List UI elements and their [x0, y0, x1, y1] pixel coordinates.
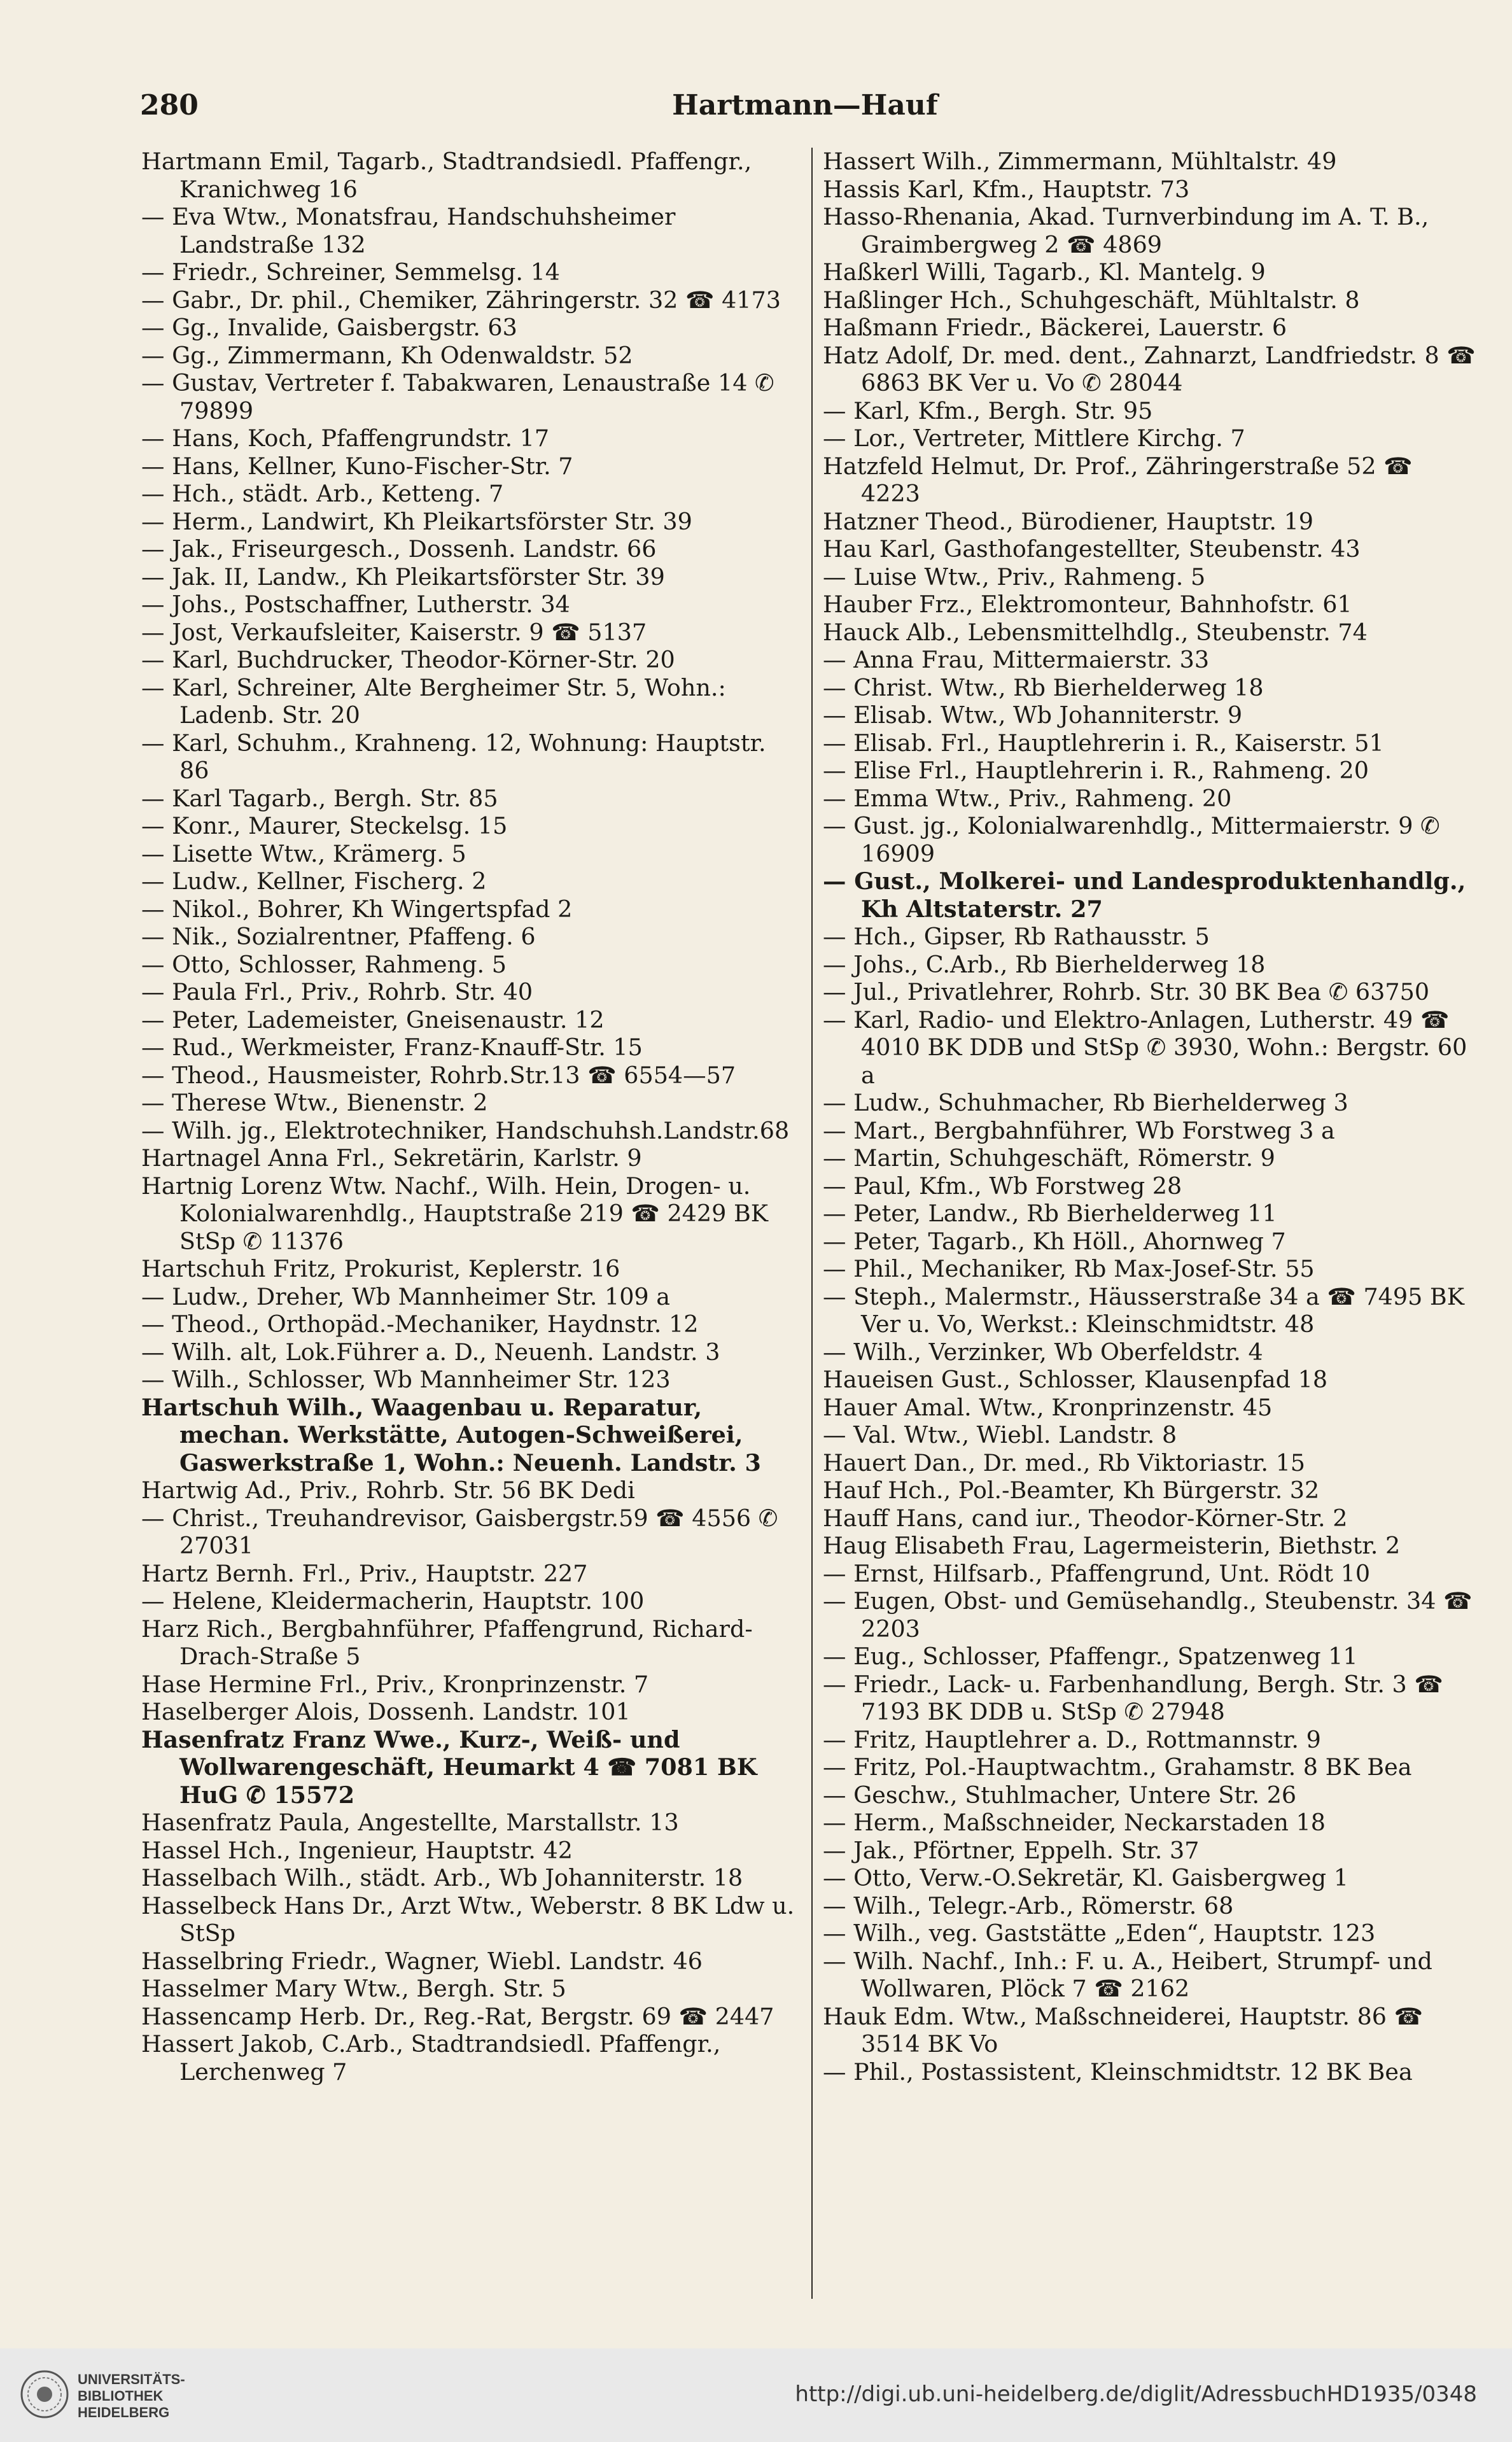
directory-entry: — Karl, Schuhm., Krahneng. 12, Wohnung: Hauptstr. 86: [141, 729, 766, 784]
directory-entry: — Wilh. Nachf., Inh.: F. u. A., Heibert, Strumpf- und Wollwaren, Plöck 7 ☎ 2162: [823, 1947, 1432, 2002]
permalink-url[interactable]: http://digi.ub.uni-heidelberg.de/diglit/AdressbuchHD1935/0348: [795, 2382, 1477, 2407]
directory-entry: — Peter, Tagarb., Kh Höll., Ahornweg 7: [823, 1227, 1286, 1255]
directory-entry: Haselberger Alois, Dossenh. Landstr. 101: [141, 1698, 631, 1725]
directory-entry: Hauck Alb., Lebensmittelhdlg., Steubenstr. 74: [823, 618, 1368, 646]
directory-entry: — Herm., Maßschneider, Neckarstaden 18: [823, 1809, 1326, 1836]
directory-entry: — Hch., städt. Arb., Ketteng. 7: [141, 480, 504, 507]
directory-entry: — Karl, Schreiner, Alte Bergheimer Str. 5, Wohn.: Ladenb. Str. 20: [141, 673, 726, 729]
directory-entry: — Karl Tagarb., Bergh. Str. 85: [141, 784, 498, 812]
directory-entry: — Lor., Vertreter, Mittlere Kirchg. 7: [823, 425, 1245, 452]
right-column: [823, 148, 1478, 2299]
directory-entry: — Phil., Mechaniker, Rb Max-Josef-Str. 55: [823, 1255, 1315, 1282]
directory-entry: — Elisab. Frl., Hauptlehrerin i. R., Kaiserstr. 51: [823, 729, 1384, 757]
directory-entry: — Otto, Schlosser, Rahmeng. 5: [141, 950, 507, 978]
directory-entry: — Anna Frau, Mittermaierstr. 33: [823, 646, 1210, 673]
directory-entry: — Friedr., Lack- u. Farbenhandlung, Bergh. Str. 3 ☎ 7193 BK DDB u. StSp ✆ 27948: [823, 1670, 1443, 1725]
directory-entry: Haug Elisabeth Frau, Lagermeisterin, Biethstr. 2: [823, 1532, 1401, 1559]
directory-entry: Hasselbeck Hans Dr., Arzt Wtw., Weberstr. 8 BK Ldw u. StSp: [141, 1891, 795, 1947]
directory-entry: — Konr., Maurer, Steckelsg. 15: [141, 812, 508, 839]
directory-entry: — Ludw., Schuhmacher, Rb Bierhelderweg 3: [823, 1089, 1348, 1116]
directory-entry: — Paul, Kfm., Wb Forstweg 28: [823, 1172, 1182, 1200]
logo-line: BIBLIOTHEK: [78, 2388, 164, 2404]
directory-entry: — Fritz, Hauptlehrer a. D., Rottmannstr. 9: [823, 1725, 1321, 1753]
directory-entry: — Elise Frl., Hauptlehrerin i. R., Rahmeng. 20: [823, 757, 1369, 784]
directory-entry: Hase Hermine Frl., Priv., Kronprinzenstr. 7: [141, 1670, 649, 1698]
directory-entry: Hauf Hch., Pol.-Beamter, Kh Bürgerstr. 32: [823, 1477, 1320, 1504]
directory-entry: — Theod., Orthopäd.-Mechaniker, Haydnstr. 12: [141, 1310, 699, 1338]
directory-entry: Hartmann Emil, Tagarb., Stadtrandsiedl. Pfaffengr., Kranichweg 16: [141, 148, 752, 203]
directory-entry: Hartwig Ad., Priv., Rohrb. Str. 56 BK Dedi: [141, 1477, 635, 1504]
directory-entry: — Fritz, Pol.-Hauptwachtm., Grahamstr. 8 BK Bea: [823, 1753, 1412, 1781]
directory-entry: — Gustav, Vertreter f. Tabakwaren, Lenaustraße 14 ✆ 79899: [141, 369, 774, 425]
logo-line: UNIVERSITÄTS-: [78, 2371, 185, 2387]
directory-entry: Hatz Adolf, Dr. med. dent., Zahnarzt, Landfriedstr. 8 ☎ 6863 BK Ver u. Vo ✆ 28044: [823, 341, 1476, 396]
directory-entry: — Mart., Bergbahnführer, Wb Forstweg 3 a: [823, 1116, 1335, 1144]
directory-entry: — Gabr., Dr. phil., Chemiker, Zähringerstr. 32 ☎ 4173: [141, 286, 781, 314]
directory-entry: — Ernst, Hilfsarb., Pfaffengrund, Unt. Rödt 10: [823, 1559, 1371, 1587]
left-column: [141, 148, 800, 2299]
directory-entry: — Therese Wtw., Bienenstr. 2: [141, 1089, 488, 1116]
directory-entry: — Eugen, Obst- und Gemüsehandlg., Steubenstr. 34 ☎ 2203: [823, 1587, 1473, 1643]
directory-entry: — Jak. II, Landw., Kh Pleikartsförster Str. 39: [141, 563, 665, 591]
directory-entry: — Gg., Invalide, Gaisbergstr. 63: [141, 314, 517, 341]
directory-entry: — Wilh., Schlosser, Wb Mannheimer Str. 123: [141, 1366, 671, 1393]
directory-entry: — Rud., Werkmeister, Franz-Knauff-Str. 15: [141, 1034, 643, 1061]
footer-bar: [0, 2348, 1512, 2442]
directory-entry: Hartschuh Wilh., Waagenbau u. Reparatur, mechan. Werkstätte, Autogen-Schweißerei, Gaswerkstraße 1, Wohn.: Neuenh. Landstr. 3: [141, 1393, 761, 1477]
directory-entry: Hassis Karl, Kfm., Hauptstr. 73: [823, 175, 1190, 203]
directory-entry: — Peter, Lademeister, Gneisenaustr. 12: [141, 1006, 605, 1034]
directory-entry: Hauert Dan., Dr. med., Rb Viktoriastr. 15: [823, 1449, 1306, 1477]
directory-entry: Hasselbring Friedr., Wagner, Wiebl. Landstr. 46: [141, 1947, 703, 1975]
directory-entry: — Jul., Privatlehrer, Rohrb. Str. 30 BK Bea ✆ 63750: [823, 978, 1430, 1006]
directory-entry: Hau Karl, Gasthofangestellter, Steubenstr. 43: [823, 535, 1361, 563]
directory-entry: — Jak., Friseurgesch., Dossenh. Landstr. 66: [141, 535, 657, 563]
directory-entry: — Karl, Kfm., Bergh. Str. 95: [823, 396, 1153, 425]
directory-entry: Haßkerl Willi, Tagarb., Kl. Mantelg. 9: [823, 258, 1266, 286]
directory-entry: — Emma Wtw., Priv., Rahmeng. 20: [823, 784, 1232, 812]
directory-entry: — Ludw., Dreher, Wb Mannheimer Str. 109 a: [141, 1282, 671, 1310]
directory-entry: — Friedr., Schreiner, Semmelsg. 14: [141, 258, 561, 286]
directory-entry: — Gust., Molkerei- und Landesproduktenhandlg., Kh Altstaterstr. 27: [823, 867, 1466, 923]
directory-entry: — Karl, Radio- und Elektro-Anlagen, Lutherstr. 49 ☎ 4010 BK DDB und StSp ✆ 3930, Wohn.: Bergstr. 60 a: [823, 1006, 1467, 1089]
directory-entry: Hasselbach Wilh., städt. Arb., Wb Johanniterstr. 18: [141, 1864, 743, 1891]
directory-entry: — Johs., C.Arb., Rb Bierhelderweg 18: [823, 950, 1266, 978]
directory-entry: — Helene, Kleidermacherin, Hauptstr. 100: [141, 1587, 645, 1615]
directory-entry: Hasso-Rhenania, Akad. Turnverbindung im A. T. B., Graimbergweg 2 ☎ 4869: [823, 203, 1429, 258]
directory-entry: — Wilh. jg., Elektrotechniker, Handschuhsh.Landstr.68: [141, 1116, 790, 1144]
directory-entry: — Paula Frl., Priv., Rohrb. Str. 40: [141, 978, 533, 1006]
library-seal-icon: [19, 2369, 70, 2420]
directory-entry: — Christ. Wtw., Rb Bierhelderweg 18: [823, 673, 1264, 701]
directory-entry: Haßmann Friedr., Bäckerei, Lauerstr. 6: [823, 314, 1287, 341]
directory-entry: Hartnig Lorenz Wtw. Nachf., Wilh. Hein, Drogen- u. Kolonialwarenhdlg., Hauptstraße 219 ☎ 2429 BK StSp ✆ 11376: [141, 1172, 769, 1255]
directory-entry: — Otto, Verw.-O.Sekretär, Kl. Gaisbergweg 1: [823, 1864, 1348, 1891]
directory-entry: Hasenfratz Paula, Angestellte, Marstallstr. 13: [141, 1809, 679, 1836]
directory-entry: Hasselmer Mary Wtw., Bergh. Str. 5: [141, 1975, 566, 2002]
directory-entry: Hauer Amal. Wtw., Kronprinzenstr. 45: [823, 1393, 1273, 1421]
directory-entry: — Karl, Buchdrucker, Theodor-Körner-Str. 20: [141, 646, 675, 673]
directory-entry: — Gust. jg., Kolonialwarenhdlg., Mittermaierstr. 9 ✆ 16909: [823, 812, 1440, 867]
directory-entry: — Wilh., Verzinker, Wb Oberfeldstr. 4: [823, 1338, 1263, 1366]
directory-entry: Hartnagel Anna Frl., Sekretärin, Karlstr. 9: [141, 1144, 642, 1172]
directory-entry: — Wilh., veg. Gaststätte „Eden“, Hauptstr. 123: [823, 1919, 1376, 1947]
directory-entry: — Peter, Landw., Rb Bierhelderweg 11: [823, 1200, 1277, 1227]
directory-entry: — Theod., Hausmeister, Rohrb.Str.13 ☎ 6554—57: [141, 1061, 736, 1089]
directory-entry: Haßlinger Hch., Schuhgeschäft, Mühltalstr. 8: [823, 286, 1360, 314]
directory-entry: — Hans, Kellner, Kuno-Fischer-Str. 7: [141, 452, 573, 480]
directory-entry: Hauber Frz., Elektromonteur, Bahnhofstr. 61: [823, 591, 1352, 618]
directory-entry: — Hans, Koch, Pfaffengrundstr. 17: [141, 425, 550, 452]
directory-entry: — Luise Wtw., Priv., Rahmeng. 5: [823, 563, 1206, 591]
directory-entry: Hassel Hch., Ingenieur, Hauptstr. 42: [141, 1836, 573, 1864]
directory-entry: — Phil., Postassistent, Kleinschmidtstr. 12 BK Bea: [823, 2058, 1413, 2086]
directory-entry: Hauff Hans, cand iur., Theodor-Körner-Str. 2: [823, 1504, 1348, 1532]
logo-line: HEIDELBERG: [78, 2404, 170, 2420]
directory-entry: — Jak., Pförtner, Eppelh. Str. 37: [823, 1836, 1200, 1864]
directory-entry: Hassencamp Herb. Dr., Reg.-Rat, Bergstr. 69 ☎ 2447: [141, 2002, 774, 2030]
directory-entry: — Steph., Malermstr., Häusserstraße 34 a ☎ 7495 BK Ver u. Vo, Werkst.: Kleinschmidtstr. 48: [823, 1282, 1465, 1338]
directory-entry: Haueisen Gust., Schlosser, Klausenpfad 18: [823, 1366, 1328, 1393]
directory-entry: — Jost, Verkaufsleiter, Kaiserstr. 9 ☎ 5137: [141, 618, 647, 646]
directory-entry: — Wilh., Telegr.-Arb., Römerstr. 68: [823, 1891, 1234, 1919]
directory-entry: — Hch., Gipser, Rb Rathausstr. 5: [823, 923, 1210, 950]
page-header: [140, 89, 1470, 134]
directory-entry: — Martin, Schuhgeschäft, Römerstr. 9: [823, 1144, 1275, 1172]
directory-entry: — Lisette Wtw., Krämerg. 5: [141, 839, 466, 867]
directory-entry: Hatzner Theod., Bürodiener, Hauptstr. 19: [823, 507, 1314, 535]
directory-entry: Hartschuh Fritz, Prokurist, Keplerstr. 16: [141, 1255, 620, 1282]
directory-entry: Hassert Jakob, C.Arb., Stadtrandsiedl. Pfaffengr., Lerchenweg 7: [141, 2030, 721, 2086]
directory-entry: — Elisab. Wtw., Wb Johanniterstr. 9: [823, 701, 1243, 729]
column-divider: [811, 148, 813, 2299]
directory-entry: Hartz Bernh. Frl., Priv., Hauptstr. 227: [141, 1559, 588, 1587]
directory-entry: — Herm., Landwirt, Kh Pleikartsförster Str. 39: [141, 507, 692, 535]
directory-entry: — Ludw., Kellner, Fischerg. 2: [141, 867, 487, 895]
directory-entry: Hauk Edm. Wtw., Maßschneiderei, Hauptstr. 86 ☎ 3514 BK Vo: [823, 2002, 1424, 2058]
directory-entry: — Johs., Postschaffner, Lutherstr. 34: [141, 591, 570, 618]
directory-entry: — Wilh. alt, Lok.Führer a. D., Neuenh. Landstr. 3: [141, 1338, 720, 1366]
directory-entry: — Christ., Treuhandrevisor, Gaisbergstr.59 ☎ 4556 ✆ 27031: [141, 1504, 778, 1559]
directory-entry: Harz Rich., Bergbahnführer, Pfaffengrund, Richard-Drach-Straße 5: [141, 1615, 753, 1670]
directory-entry: Hasenfratz Franz Wwe., Kurz-, Weiß- und Wollwarengeschäft, Heumarkt 4 ☎ 7081 BK HuG ✆ 15572: [141, 1725, 757, 1809]
directory-entry: — Gg., Zimmermann, Kh Odenwaldstr. 52: [141, 341, 633, 369]
page-number: 280: [140, 89, 199, 122]
directory-entry: — Nikol., Bohrer, Kh Wingertspfad 2: [141, 895, 573, 923]
directory-entry: — Eva Wtw., Monatsfrau, Handschuhsheimer Landstraße 132: [141, 203, 676, 258]
directory-entry: Hassert Wilh., Zimmermann, Mühltalstr. 49: [823, 148, 1337, 175]
directory-entry: — Nik., Sozialrentner, Pfaffeng. 6: [141, 923, 536, 950]
directory-entry: — Val. Wtw., Wiebl. Landstr. 8: [823, 1421, 1177, 1449]
library-logo: [19, 2365, 191, 2429]
directory-entry: — Geschw., Stuhlmacher, Untere Str. 26: [823, 1781, 1297, 1809]
directory-entry: Hatzfeld Helmut, Dr. Prof., Zähringerstraße 52 ☎ 4223: [823, 452, 1413, 507]
library-logo-text: [78, 2371, 185, 2421]
directory-entry: — Eug., Schlosser, Pfaffengr., Spatzenweg 11: [823, 1643, 1358, 1670]
running-head: Hartmann—Hauf: [672, 89, 938, 122]
